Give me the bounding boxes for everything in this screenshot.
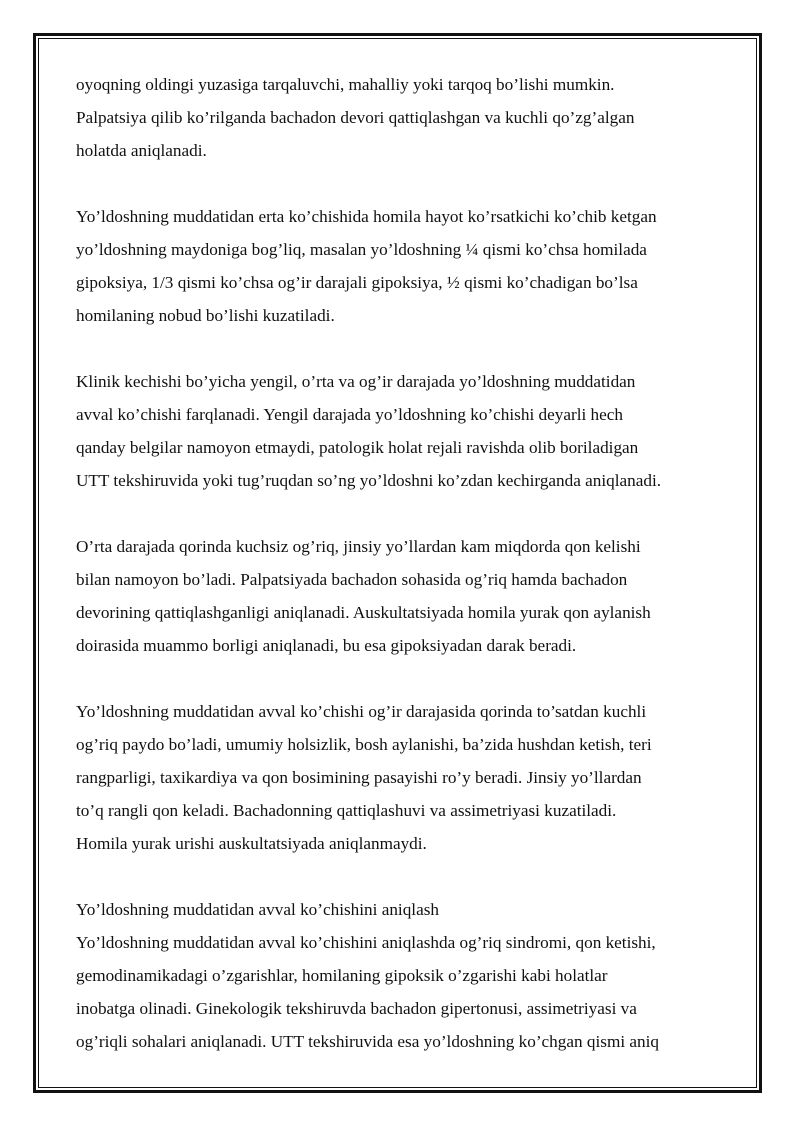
text-line: to’q rangli qon keladi. Bachadonning qattiqlashuvi va assimetriyasi kuzatiladi. [76, 801, 617, 820]
text-line: yo’ldoshning maydoniga bog’liq, masalan yo’ldoshning ¼ qismi ko’chsa homilada [76, 240, 647, 259]
paragraph-3 [76, 365, 726, 497]
text-line: oyoqning oldingi yuzasiga tarqaluvchi, mahalliy yoki tarqoq bo’lishi mumkin. [76, 75, 615, 94]
text-line: gipoksiya, 1/3 qismi ko’chsa og’ir darajali gipoksiya, ½ qismi ko’chadigan bo’lsa [76, 273, 638, 292]
text-line: Palpatsiya qilib ko’rilganda bachadon devori qattiqlashgan va kuchli qo’zg’algan [76, 108, 635, 127]
paragraph-2 [76, 200, 726, 332]
paragraph-4 [76, 530, 726, 662]
text-line: Yo’ldoshning muddatidan avval ko’chishi og’ir darajasida qorinda to’satdan kuchli [76, 702, 647, 721]
paragraph-6 [76, 893, 726, 1058]
text-line: doirasida muammo borligi aniqlanadi, bu esa gipoksiyadan darak beradi. [76, 636, 577, 655]
text-line: Yo’ldoshning muddatidan erta ko’chishida homila hayot ko’rsatkichi ko’chib ketgan [76, 207, 657, 226]
text-line: avval ko’chishi farqlanadi. Yengil darajada yo’ldoshning ko’chishi deyarli hech [76, 405, 623, 424]
text-line: bilan namoyon bo’ladi. Palpatsiyada bachadon sohasida og’riq hamda bachadon [76, 570, 628, 589]
text-line: og’riq paydo bo’ladi, umumiy holsizlik, bosh aylanishi, ba’zida hushdan ketish, teri [76, 735, 652, 754]
text-line: gemodinamikadagi o’zgarishlar, homilaning gipoksik o’zgarishi kabi holatlar [76, 966, 608, 985]
text-line: rangparligi, taxikardiya va qon bosimining pasayishi ro’y beradi. Jinsiy yo’llardan [76, 768, 642, 787]
text-line: O’rta darajada qorinda kuchsiz og’riq, jinsiy yo’llardan kam miqdorda qon kelishi [76, 537, 641, 556]
text-line: og’riqli sohalari aniqlanadi. UTT tekshiruvida esa yo’ldoshning ko’chgan qismi aniq [76, 1032, 659, 1051]
text-line: holatda aniqlanadi. [76, 141, 207, 160]
paragraph-5 [76, 695, 726, 860]
paragraph-1 [76, 68, 726, 167]
document-body [76, 68, 726, 1058]
text-line: Homila yurak urishi auskultatsiyada aniqlanmaydi. [76, 834, 427, 853]
text-line: devorining qattiqlashganligi aniqlanadi. Auskultatsiyada homila yurak qon aylanish [76, 603, 651, 622]
section-heading: Yo’ldoshning muddatidan avval ko’chishini aniqlash [76, 900, 439, 919]
text-line: Yo’ldoshning muddatidan avval ko’chishini aniqlashda og’riq sindromi, qon ketishi, [76, 933, 656, 952]
text-line: homilaning nobud bo’lishi kuzatiladi. [76, 306, 335, 325]
text-line: UTT tekshiruvida yoki tug’ruqdan so’ng yo’ldoshni ko’zdan kechirganda aniqlanadi. [76, 471, 662, 490]
text-line: qanday belgilar namoyon etmaydi, patologik holat rejali ravishda olib boriladigan [76, 438, 639, 457]
text-line: inobatga olinadi. Ginekologik tekshiruvda bachadon gipertonusi, assimetriyasi va [76, 999, 637, 1018]
text-line: Klinik kechishi bo’yicha yengil, o’rta va og’ir darajada yo’ldoshning muddatidan [76, 372, 636, 391]
